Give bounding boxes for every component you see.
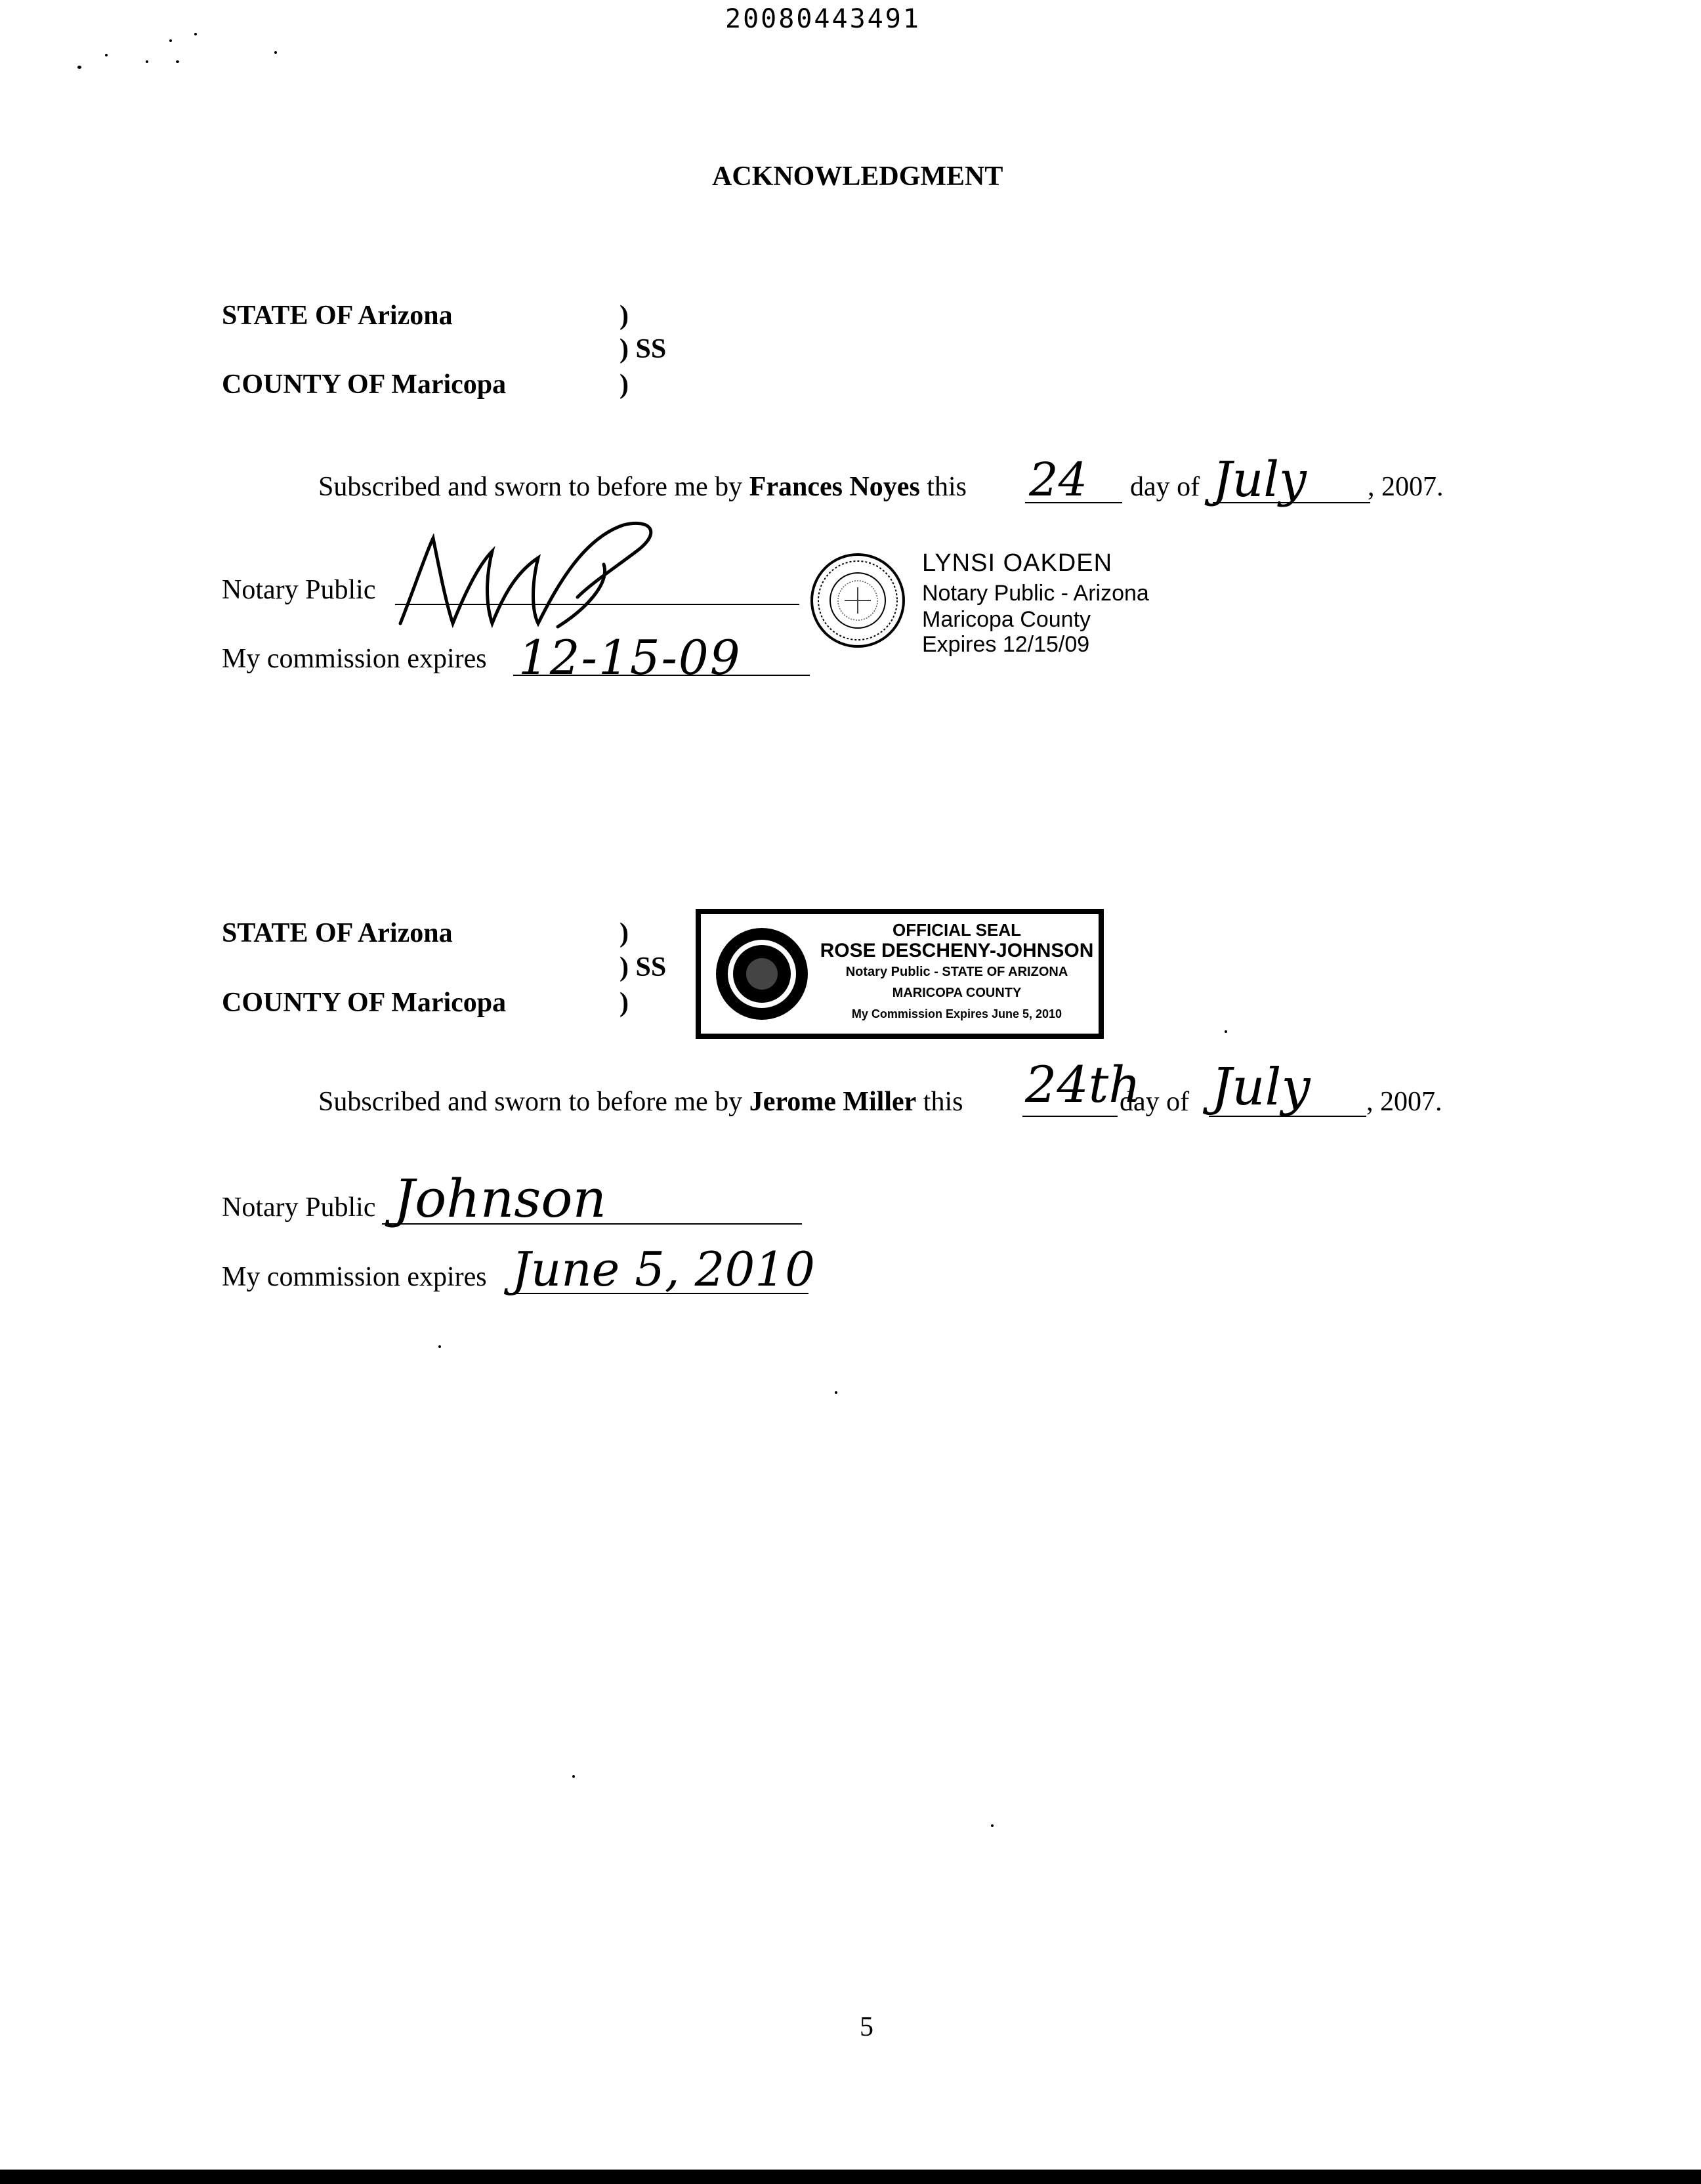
month-handwritten: July — [1213, 452, 1307, 508]
scan-speck — [1225, 1030, 1227, 1033]
state-label: STATE OF Arizona — [222, 918, 453, 948]
signer-name: Frances Noyes — [749, 472, 920, 502]
scan-speck — [194, 33, 197, 35]
day-of-label: day of — [1120, 1087, 1190, 1117]
year-suffix: , 2007. — [1368, 472, 1444, 502]
scan-speck — [572, 1775, 575, 1778]
scan-speck — [835, 1391, 837, 1394]
seal-notary-name: ROSE DESCHENY-JOHNSON — [820, 940, 1094, 961]
seal-line: My Commission Expires June 5, 2010 — [851, 1007, 1062, 1020]
commission-label: My commission expires — [222, 644, 487, 674]
scan-speck — [77, 66, 81, 69]
sworn-statement — [318, 471, 967, 503]
commission-label: My commission expires — [222, 1262, 487, 1292]
commission-handwritten: 12-15-09 — [518, 630, 742, 685]
venue-paren: ) — [620, 369, 629, 400]
document-title: ACKNOWLEDGMENT — [712, 161, 1003, 192]
sworn-prefix: Subscribed and sworn to before me by — [318, 1087, 743, 1117]
notary-seal-round — [808, 551, 907, 650]
notary-public-label: Notary Public — [222, 575, 376, 605]
notary-signature: Johnson — [394, 1168, 607, 1229]
scan-speck — [438, 1345, 441, 1348]
ss-label: ) SS — [620, 952, 667, 982]
sworn-statement — [318, 1086, 963, 1118]
venue-paren: ) — [620, 301, 629, 331]
scan-speck — [105, 54, 108, 56]
seal-line: MARICOPA COUNTY — [892, 986, 1022, 1000]
day-handwritten: 24th — [1025, 1055, 1141, 1114]
scan-edge — [0, 2170, 1701, 2184]
recording-number: 20080443491 — [725, 4, 921, 34]
sworn-prefix: Subscribed and sworn to before me by — [318, 472, 743, 502]
notary-public-label: Notary Public — [222, 1192, 376, 1223]
scan-speck — [176, 60, 179, 63]
scan-speck — [274, 51, 277, 54]
this-word: this — [927, 472, 967, 502]
seal-emblem — [713, 925, 811, 1023]
day-blank — [1022, 1116, 1118, 1117]
state-label: STATE OF Arizona — [222, 301, 453, 331]
month-handwritten: July — [1211, 1058, 1311, 1117]
notary-signature-scribble — [387, 512, 669, 637]
ss-label: ) SS — [620, 334, 667, 364]
stamp-line: Maricopa County — [922, 607, 1091, 632]
scan-speck — [146, 60, 148, 63]
official-seal-stamp — [696, 909, 1104, 1039]
commission-handwritten: June 5, 2010 — [512, 1242, 815, 1297]
day-of-label: day of — [1130, 472, 1200, 502]
scan-speck — [991, 1824, 994, 1827]
year-suffix: , 2007. — [1366, 1087, 1442, 1117]
venue-paren: ) — [620, 988, 629, 1018]
day-handwritten: 24 — [1029, 453, 1088, 507]
seal-text — [819, 919, 1095, 1024]
seal-line: OFFICIAL SEAL — [892, 920, 1021, 940]
county-label: COUNTY OF Maricopa — [222, 988, 507, 1018]
seal-line: Notary Public - STATE OF ARIZONA — [845, 965, 1068, 979]
stamp-line: Notary Public - Arizona — [922, 581, 1149, 606]
this-word: this — [923, 1087, 963, 1117]
stamp-notary-name: LYNSI OAKDEN — [922, 549, 1113, 577]
venue-paren: ) — [620, 918, 629, 948]
page-number: 5 — [860, 2012, 873, 2042]
county-label: COUNTY OF Maricopa — [222, 369, 507, 400]
stamp-line: Expires 12/15/09 — [922, 632, 1090, 657]
scan-speck — [169, 39, 172, 42]
signer-name: Jerome Miller — [749, 1087, 917, 1117]
